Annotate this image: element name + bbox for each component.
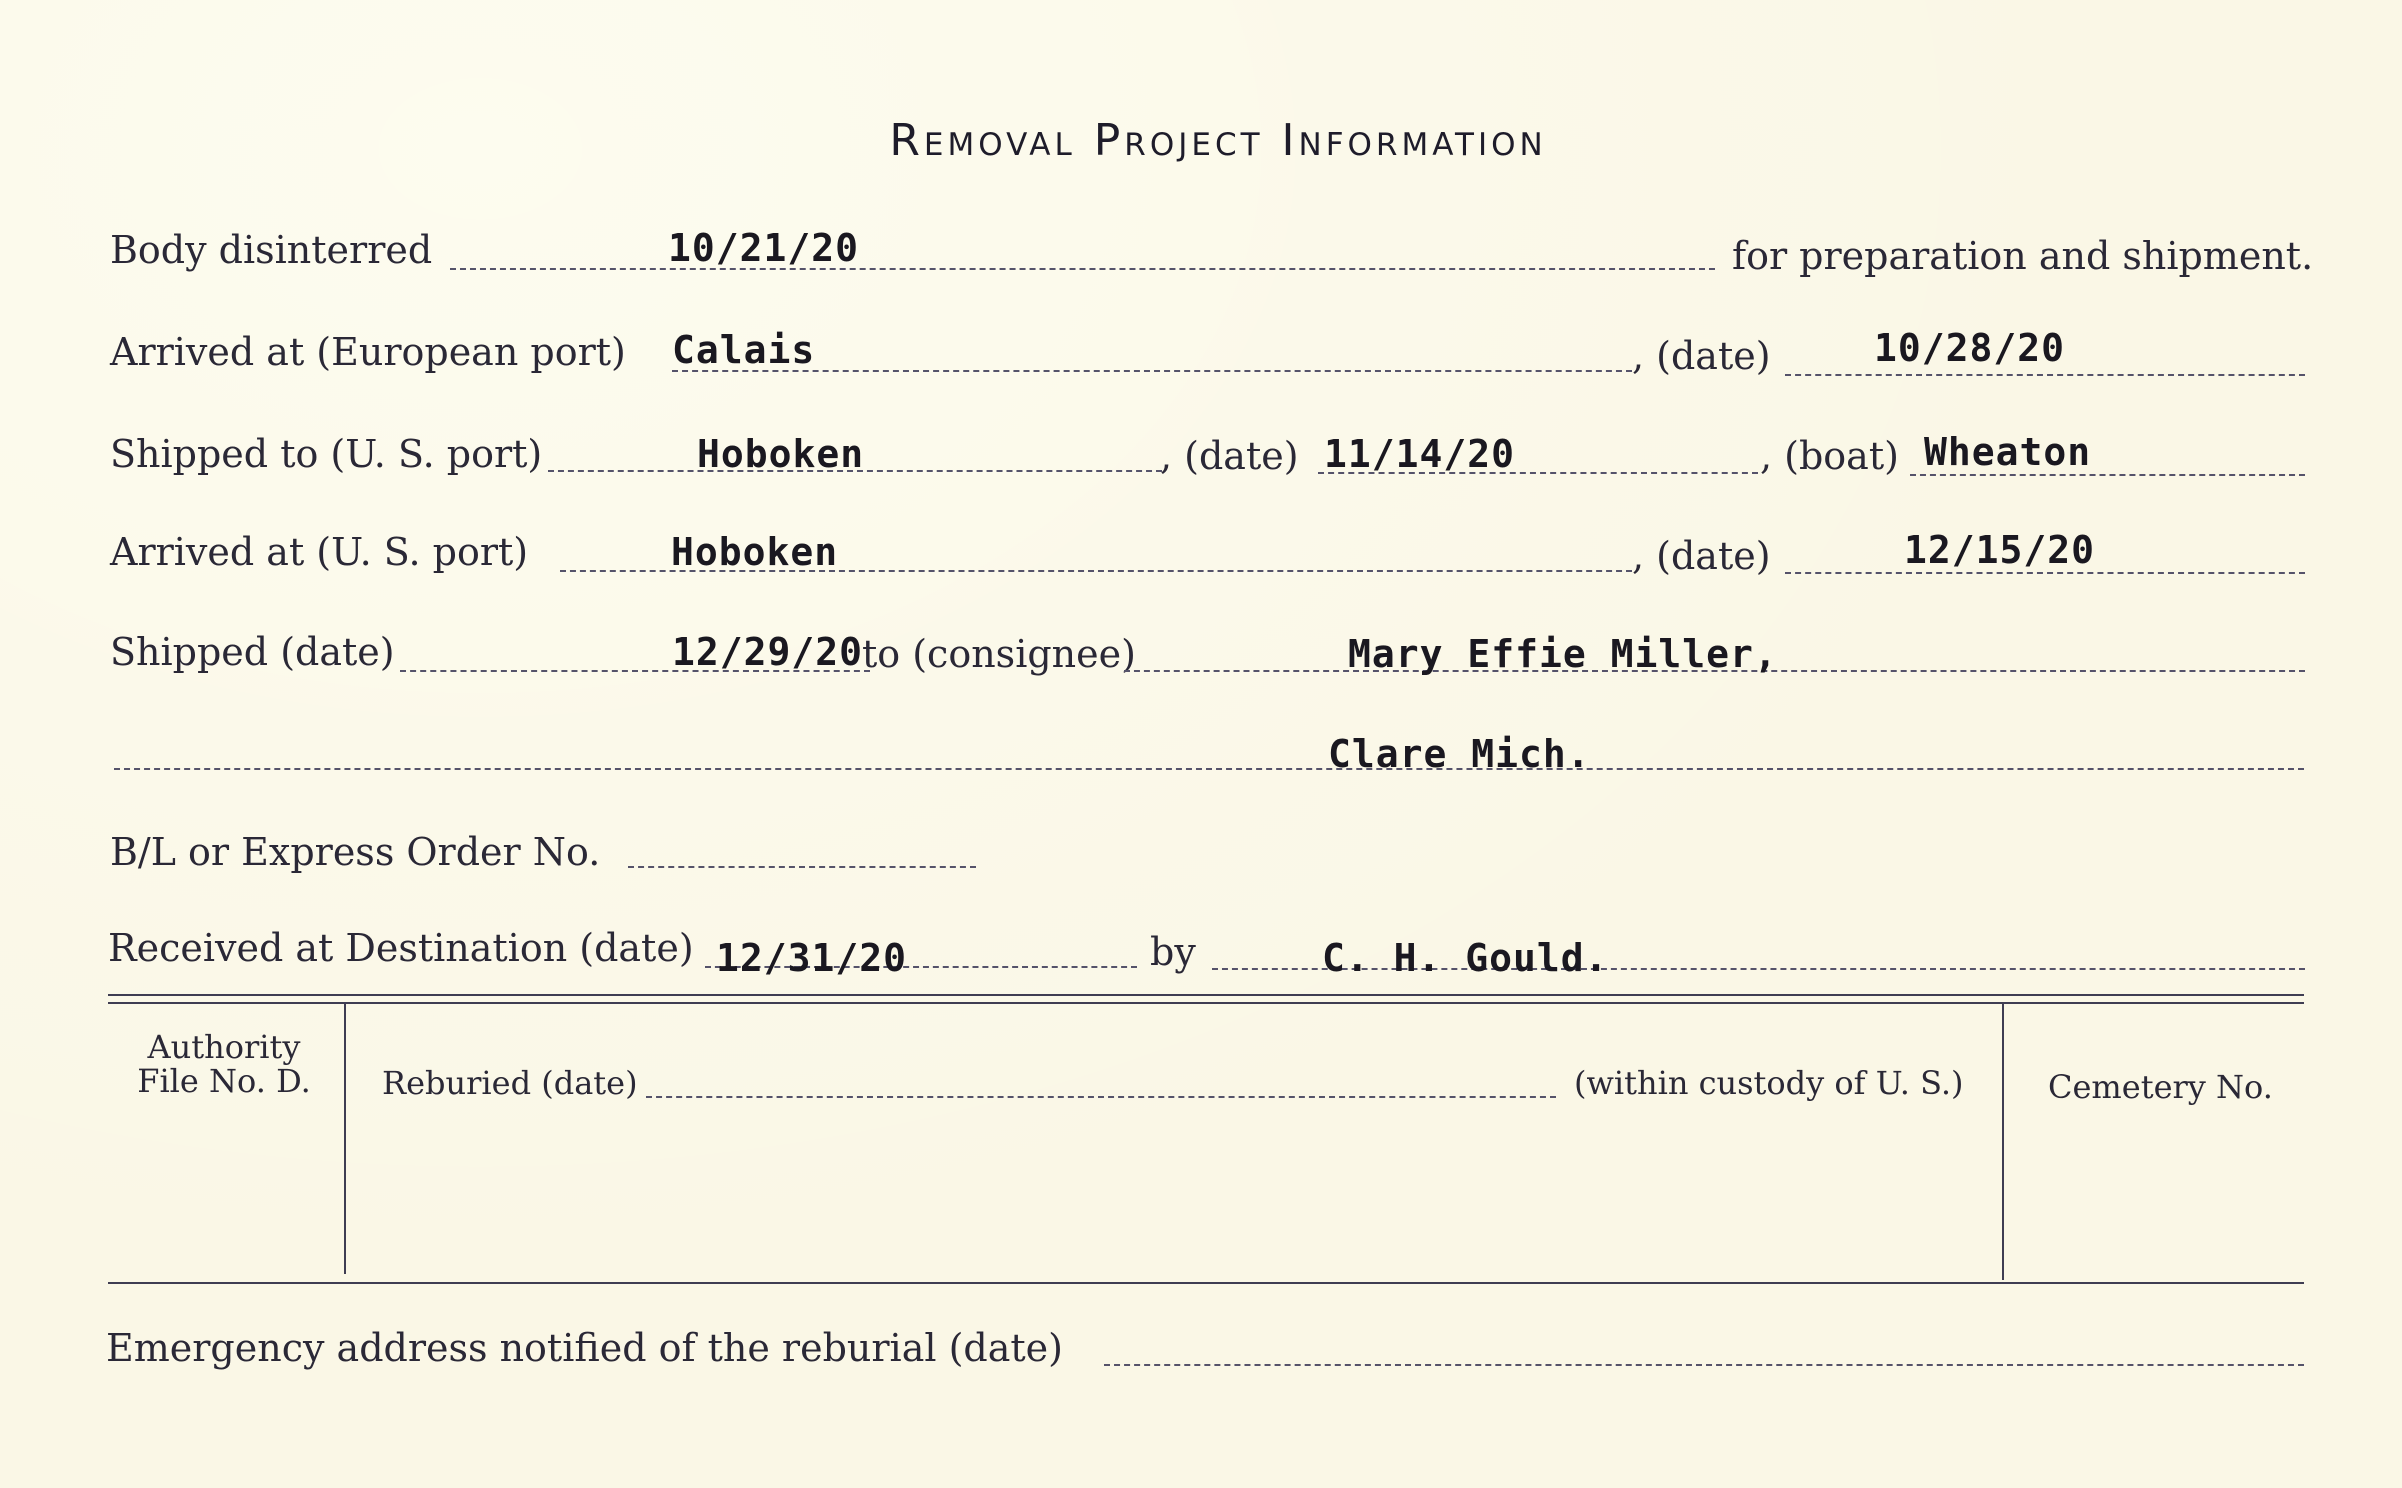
card-title: Removal Project Information <box>889 115 1547 166</box>
box-top-rule-2 <box>108 1002 2304 1004</box>
reburied-label: Reburied (date) <box>382 1064 638 1102</box>
bl-label: B/L or Express Order No. <box>110 830 601 874</box>
arrived-us-date-line <box>1785 572 2305 574</box>
shipped-us-value: Hoboken <box>697 432 865 476</box>
consignee-label: to (consignee) <box>862 632 1136 676</box>
box-divider-left <box>344 1004 346 1274</box>
cemetery-label: Cemetery No. <box>2048 1068 2273 1106</box>
body-disinterred-value: 10/21/20 <box>668 226 860 270</box>
received-by-label: by <box>1150 930 1196 974</box>
custody-label: (within custody of U. S.) <box>1574 1064 1964 1102</box>
emergency-label: Emergency address notified of the reburial (date) <box>106 1326 1063 1370</box>
received-by-value: C. H. Gould. <box>1322 936 1609 980</box>
shipped-value: 12/29/20 <box>672 630 864 674</box>
arrived-european-label: Arrived at (European port) <box>110 330 626 374</box>
shipped-us-date-value: 11/14/20 <box>1324 432 1516 476</box>
arrived-us-date-label: , (date) <box>1632 534 1771 578</box>
received-value: 12/31/20 <box>716 936 908 980</box>
arrived-european-date-line <box>1785 374 2305 376</box>
authority-file-label <box>110 1030 338 1098</box>
consignee-address-value: Clare Mich. <box>1328 732 1591 776</box>
authority-line1: Authority <box>147 1028 301 1066</box>
shipped-label: Shipped (date) <box>110 630 395 674</box>
arrived-us-label: Arrived at (U. S. port) <box>110 530 529 574</box>
arrived-european-value: Calais <box>672 328 816 372</box>
authority-line2: File No. D. <box>137 1062 311 1100</box>
received-label: Received at Destination (date) <box>108 926 694 970</box>
arrived-european-date-label: , (date) <box>1632 334 1771 378</box>
shipped-us-boat-value: Wheaton <box>1924 430 2092 474</box>
body-disinterred-suffix: for preparation and shipment. <box>1732 234 2314 278</box>
box-divider-right <box>2002 1004 2004 1280</box>
consignee-address-line <box>114 768 2304 770</box>
arrived-european-line <box>672 370 1632 372</box>
consignee-value: Mary Effie Miller, <box>1348 632 1778 676</box>
body-disinterred-line <box>450 268 1715 270</box>
body-disinterred-label: Body disinterred <box>110 228 433 272</box>
shipped-us-boat-label: , (boat) <box>1760 434 1899 478</box>
shipped-us-label: Shipped to (U. S. port) <box>110 432 543 476</box>
box-top-rule-1 <box>108 994 2304 996</box>
box-bottom-rule <box>108 1282 2304 1284</box>
shipped-us-date-label: , (date) <box>1160 434 1299 478</box>
arrived-us-value: Hoboken <box>671 530 839 574</box>
arrived-us-date-value: 12/15/20 <box>1904 528 2096 572</box>
emergency-line <box>1104 1364 2304 1366</box>
bl-line <box>628 866 976 868</box>
reburied-line <box>646 1096 1556 1098</box>
shipped-us-boat-line <box>1910 474 2305 476</box>
arrived-european-date-value: 10/28/20 <box>1874 326 2066 370</box>
